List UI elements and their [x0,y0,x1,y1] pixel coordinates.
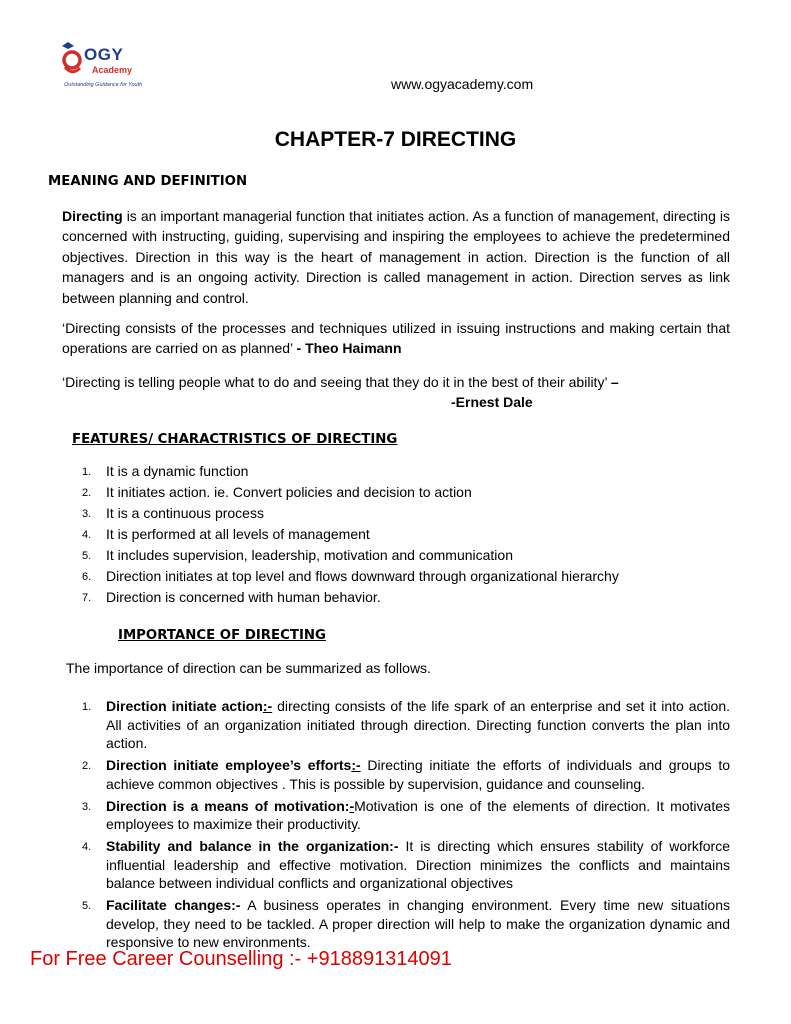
list-item: 2. It initiates action. ie. Convert policies and decision to action [82,484,472,500]
list-item: 1. Direction initiate action:- directing consists of the life spark of an enterprise and set it into action. All activities of an organization initiated through direction. Directing function converts the plan into action. [82,698,730,752]
meaning-text: is an important managerial function that initiates action. As a function of management, directing is concerned with instructing, guiding, supervising and inspiring the employees to achieve the predetermined objectives. Direction in this way is the heart of management in action. Direction is the function of all managers and is an ongoing activity. Direction is called management in action. Direction serves as link between planning and control. [62,208,730,306]
meaning-paragraph [62,206,730,308]
list-item: 3. It is a continuous process [82,505,264,521]
importance-heading: IMPORTANCE OF DIRECTING [118,628,326,643]
features-list [82,461,722,608]
logo-mark-icon [58,40,86,78]
list-item: 5. It includes supervision, leadership, motivation and communication [82,547,513,563]
directing-term: Directing [62,208,123,224]
list-item: 7. Direction is concerned with human behavior. [82,589,381,605]
logo-sub-text: Academy [92,65,133,75]
list-item: 4. Stability and balance in the organization:- It is directing which ensures stability of workforce influential leadership and effective motivation. Direction minimizes the conflicts and maintains balance between individual conflicts and organizational objectives [82,837,730,892]
list-item: 4. It is performed at all levels of management [82,526,370,542]
haimann-author: - Theo Haimann [296,340,402,357]
meaning-heading: MEANING AND DEFINITION [48,174,248,189]
dale-dash: – [610,374,619,390]
career-counselling-footer: For Free Career Counselling :- +918891314091 [30,948,452,970]
haimann-quote-text: ‘Directing consists of the processes and techniques utilized in issuing instructions and making certain that operations are carried on as planned’ [62,320,730,357]
list-item: 5. Facilitate changes:- A business operates in changing environment. Every time new situations develop, they need to be tackled. A proper direction will help to make the organization dynamic and responsive to new environments. [82,897,730,951]
dale-quote [62,372,730,392]
list-item: 3. Direction is a means of motivation:-Motivation is one of the elements of direction. It motivates employees to maximize their productivity. [82,797,730,833]
importance-list [82,697,730,955]
logo-brand-text: OGY [84,45,124,64]
haimann-quote [62,318,730,359]
list-item: 2. Direction initiate employee’s efforts:- Directing initiate the efforts of individuals and groups to achieve common objectives . This is possible by supervision, guidance and counseling. [82,757,730,792]
list-item: 6. Direction initiates at top level and flows downward through organizational hierarchy [82,568,619,584]
website-url: www.ogyacademy.com [391,76,534,92]
dale-author-line [451,392,651,412]
dale-quote-text: ‘Directing is telling people what to do and seeing that they do it in the best of their ability’ [62,374,611,390]
logo-tagline: Outstanding Guidance for Youth [64,82,143,88]
features-heading: FEATURES/ CHARACTRISTICS OF DIRECTING [72,432,398,447]
importance-intro: The importance of direction can be summarized as follows. [66,660,431,676]
dale-author: -Ernest Dale [451,394,533,410]
ogy-academy-logo [58,40,158,96]
chapter-title: CHAPTER-7 DIRECTING [274,128,517,151]
list-item: 1. It is a dynamic function [82,463,249,479]
